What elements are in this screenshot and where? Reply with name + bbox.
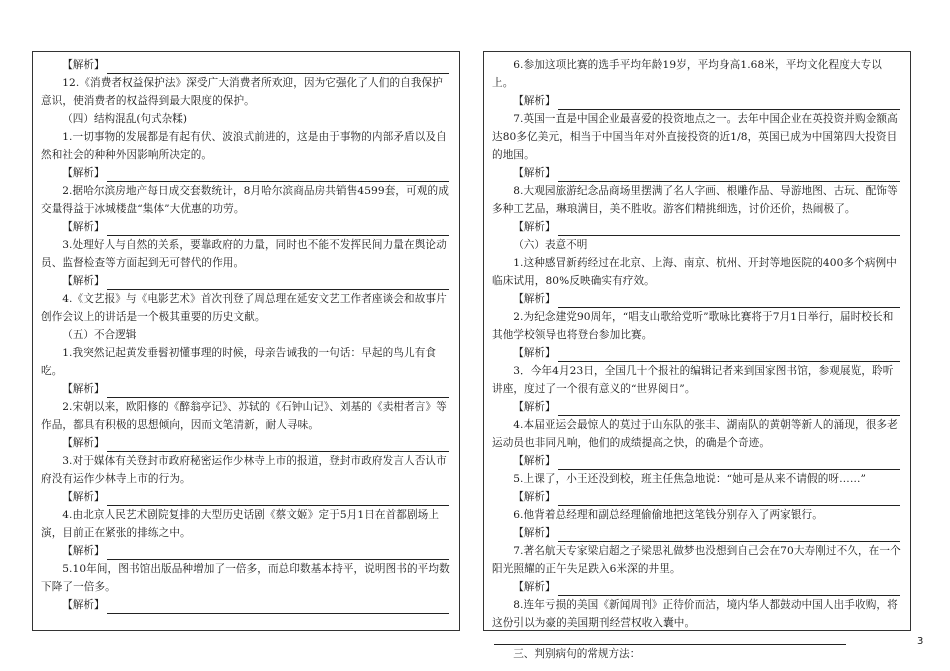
left-column (32, 51, 460, 631)
answer-label: 【解析】 (513, 293, 556, 305)
section-heading: （四）结构混乱(句式杂糅) (62, 113, 187, 125)
question-text: 3.处理好人与自然的关系，要靠政府的力量，同时也不能不发挥民间力量在舆论动员、监督检查等方面起到无可替代的作用。 (41, 239, 447, 269)
answer-line[interactable] (492, 92, 902, 110)
answer-line[interactable] (41, 56, 451, 74)
question-text: 7.著名航天专家梁启超之子梁思礼做梦也没想到自己会在70大寿刚过不久，在一个阳光照耀的正午失足跌入6米深的井里。 (492, 545, 901, 575)
answer-line[interactable] (492, 218, 902, 236)
answer-line[interactable] (492, 344, 902, 362)
page-number: 3 (917, 636, 924, 647)
answer-line[interactable] (41, 434, 451, 452)
question-text: 12.《消费者权益保护法》深受广大消费者所欢迎，因为它强化了人们的自我保护意识，使消费者的权益得到最大限度的保护。 (41, 77, 443, 107)
answer-line[interactable] (492, 398, 902, 416)
question-text: 5.上课了，小王还没到校，班主任焦急地说：“她可是从来不请假的呀……” (513, 473, 867, 485)
answer-line[interactable] (492, 290, 902, 308)
answer-label: 【解析】 (62, 491, 105, 503)
answer-line[interactable] (41, 596, 451, 614)
answer-line[interactable] (41, 380, 451, 398)
answer-line[interactable] (492, 164, 902, 182)
answer-label: 【解析】 (62, 437, 105, 449)
answer-label: 【解析】 (62, 599, 105, 611)
question-text: 4.本届亚运会最惊人的莫过于山东队的张丰、湖南队的黄朝等新人的涌现，很多老运动员也非同凡响，他们的成绩提高之快，的确是个奇迹。 (492, 419, 898, 449)
answer-label: 【解析】 (513, 401, 556, 413)
answer-label: 【解析】 (513, 455, 556, 467)
answer-label: 【解析】 (62, 167, 105, 179)
answer-label: 【解析】 (62, 545, 105, 557)
section-heading: （五）不合逻辑 (62, 329, 137, 341)
question-text: 1.我突然记起黄发垂髫初懂事理的时候，母亲告诫我的一句话：早起的鸟儿有食吃。 (41, 347, 437, 377)
answer-label: 【解析】 (62, 59, 105, 71)
right-column (483, 51, 911, 660)
section-heading: （六）表意不明 (513, 239, 588, 251)
answer-label: 【解析】 (513, 347, 556, 359)
question-text: 5.10年间，图书馆出版品种增加了一倍多，而总印数基本持平，说明图书的平均数下降了一倍多。 (41, 563, 450, 593)
question-text: 4.由北京人民艺术剧院复排的大型历史话剧《蔡文姬》定于5月1日在首都剧场上演，目前正在紧张的排练之中。 (41, 509, 440, 539)
answer-label: 【解析】 (513, 167, 556, 179)
question-text: 3.对于媒体有关登封市政府秘密运作少林寺上市的报道，登封市政府发言人否认市府没有运作少林寺上市的行为。 (41, 455, 447, 485)
question-text: 6.他背着总经理和副总经理偷偷地把这笔钱分别存入了两家银行。 (513, 509, 823, 521)
question-text: 6.参加这项比赛的选手平均年龄19岁，平均身高1.68米，平均文化程度大专以上。 (492, 59, 882, 89)
question-text: 2.宋朝以来，欧阳修的《醉翁亭记》、苏轼的《石钟山记》、刘基的《卖柑者言》等作品，都具有积极的思想倾向，因而文笔清新，耐人寻味。 (41, 401, 447, 431)
question-text: 2.为纪念建党90周年，“唱支山歌给党听”歌咏比赛将于7月1日举行，届时校长和其他学校领导也将登台参加比赛。 (492, 311, 894, 341)
answer-line[interactable] (41, 272, 451, 290)
answer-label: 【解析】 (513, 581, 556, 593)
answer-line[interactable] (41, 218, 451, 236)
question-text: 7.英国一直是中国企业最喜爱的投资地点之一。去年中国企业在英投资并购金额高达80多亿美元，相当于中国当年对外直接投资的近1/8，英国已成为中国第四大投资目的地国。 (492, 113, 898, 161)
answer-label: 【解析】 (513, 491, 556, 503)
answer-line[interactable] (41, 488, 451, 506)
answer-label: 【解析】 (62, 383, 105, 395)
answer-line[interactable] (492, 452, 902, 470)
answer-label: 【解析】 (513, 95, 556, 107)
answer-line[interactable] (492, 524, 902, 542)
question-text: 8.大观园旅游纪念品商场里摆满了名人字画、根雕作品、导游地图、古玩、配饰等多种工艺品，琳琅满目，美不胜收。游客们精挑细选，讨价还价，热闹极了。 (492, 185, 898, 215)
answer-line[interactable] (492, 632, 902, 645)
question-text: 4.《文艺报》与《电影艺术》首次刊登了周总理在延安文艺工作者座谈会和故事片创作会议上的讲话是一个极其重要的历史文献。 (41, 293, 447, 323)
answer-label: 【解析】 (62, 275, 105, 287)
section-heading: 三、判别病句的常规方法： (513, 648, 641, 660)
answer-line[interactable] (41, 542, 451, 560)
answer-line[interactable] (492, 488, 902, 506)
answer-label: 【解析】 (513, 221, 556, 233)
answer-label: 【解析】 (62, 221, 105, 233)
answer-label: 【解析】 (513, 527, 556, 539)
question-text: 1.一切事物的发展都是有起有伏、波浪式前进的，这是由于事物的内部矛盾以及自然和社会的种种外因影响所决定的。 (41, 131, 447, 161)
question-text: 2.据哈尔滨房地产每日成交套数统计，8月哈尔滨商品房共销售4599套，可观的成交量得益于冰城楼盘“集体”大优惠的功劳。 (41, 185, 449, 215)
answer-line[interactable] (492, 578, 902, 596)
question-text: 1.这种感冒新药经过在北京、上海、南京、杭州、开封等地医院的400多个病例中临床试用，80%反映确实有疗效。 (492, 257, 897, 287)
question-text: 8.连年亏损的美国《新闻周刊》正待价而沽，境内华人都鼓动中国人出手收购，将这份引以为豪的美国期刊经营权收入囊中。 (492, 599, 898, 629)
question-text: 3．今年4月23日，全国几十个报社的编辑记者来到国家图书馆，参观展览，聆听讲座，度过了一个很有意义的“世界阅日”。 (492, 365, 894, 395)
answer-line[interactable] (41, 164, 451, 182)
